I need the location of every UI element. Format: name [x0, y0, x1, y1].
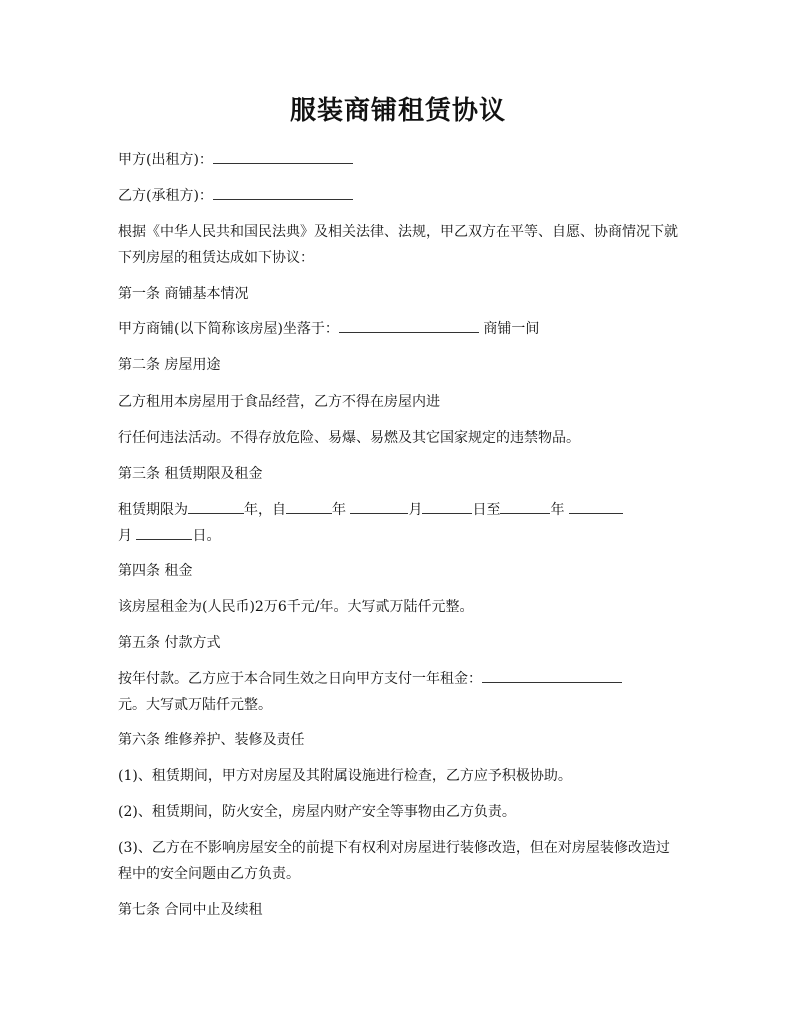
article-3-text	[118, 497, 678, 549]
article-2-text-2: 行任何违法活动。不得存放危险、易爆、易燃及其它国家规定的违禁物品。	[118, 430, 580, 446]
article-4-text: 该房屋租金为(人民币)2万6千元/年。大写贰万陆仟元整。	[118, 599, 474, 615]
start-year-blank	[286, 499, 332, 514]
term-from-label: 年，自	[244, 502, 286, 518]
end-year-label: 年	[550, 502, 569, 518]
term-years-blank	[188, 499, 244, 514]
payment-blank	[482, 668, 622, 683]
end-label: 日至	[472, 502, 501, 518]
start-month-label: 月	[408, 502, 423, 518]
end-year-blank	[500, 499, 550, 514]
article-1-title: 第一条 商铺基本情况	[118, 286, 249, 302]
article-5-title: 第五条 付款方式	[118, 635, 221, 651]
article-2-title: 第二条 房屋用途	[118, 357, 221, 373]
party-b-line	[118, 183, 678, 209]
end-month-blank	[569, 499, 623, 514]
location-label: 甲方商铺(以下简称该房屋)坐落于：	[118, 321, 339, 337]
party-a-line	[118, 147, 678, 173]
party-a-label: 甲方(出租方)：	[118, 152, 213, 168]
article-4-title: 第四条 租金	[118, 563, 193, 579]
article-5-text	[118, 666, 678, 718]
article-6-title: 第六条 维修养护、装修及责任	[118, 732, 305, 748]
article-6-item-3: (3)、乙方在不影响房屋安全的前提下有权利对房屋进行装修改造，但在对房屋装修改造过程中的安全问题由乙方负责。	[118, 840, 670, 882]
article-7-title: 第七条 合同中止及续租	[118, 902, 263, 918]
location-blank	[339, 318, 479, 333]
term-label: 租赁期限为	[118, 502, 188, 518]
party-a-blank	[213, 149, 353, 164]
party-b-label: 乙方(承租方)：	[118, 188, 213, 204]
payment-label: 按年付款。乙方应于本合同生效之日向甲方支付一年租金：	[118, 671, 482, 687]
end-month-label: 月	[118, 528, 137, 544]
payment-amount-text: 元。大写贰万陆仟元整。	[118, 697, 272, 713]
article-6-item-1: (1)、租赁期间，甲方对房屋及其附属设施进行检查，乙方应予积极协助。	[118, 768, 572, 784]
document-title: 服装商铺租赁协议	[289, 96, 506, 126]
start-month-blank	[350, 499, 408, 514]
intro-paragraph: 根据《中华人民共和国民法典》及相关法律、法规，甲乙双方在平等、自愿、协商情况下就下列房屋的租赁达成如下协议：	[118, 224, 678, 266]
end-day-blank	[136, 525, 192, 540]
start-year-label: 年	[332, 502, 351, 518]
start-day-blank	[422, 499, 472, 514]
party-b-blank	[213, 185, 353, 200]
article-3-title: 第三条 租赁期限及租金	[118, 466, 263, 482]
article-6-item-2: (2)、租赁期间，防火安全，房屋内财产安全等事物由乙方负责。	[118, 804, 516, 820]
article-2-text-1: 乙方租用本房屋用于食品经营，乙方不得在房屋内进	[118, 394, 440, 410]
end-day-label: 日。	[192, 528, 221, 544]
article-1-text	[118, 316, 678, 342]
shop-count-text: 商铺一间	[478, 321, 540, 337]
